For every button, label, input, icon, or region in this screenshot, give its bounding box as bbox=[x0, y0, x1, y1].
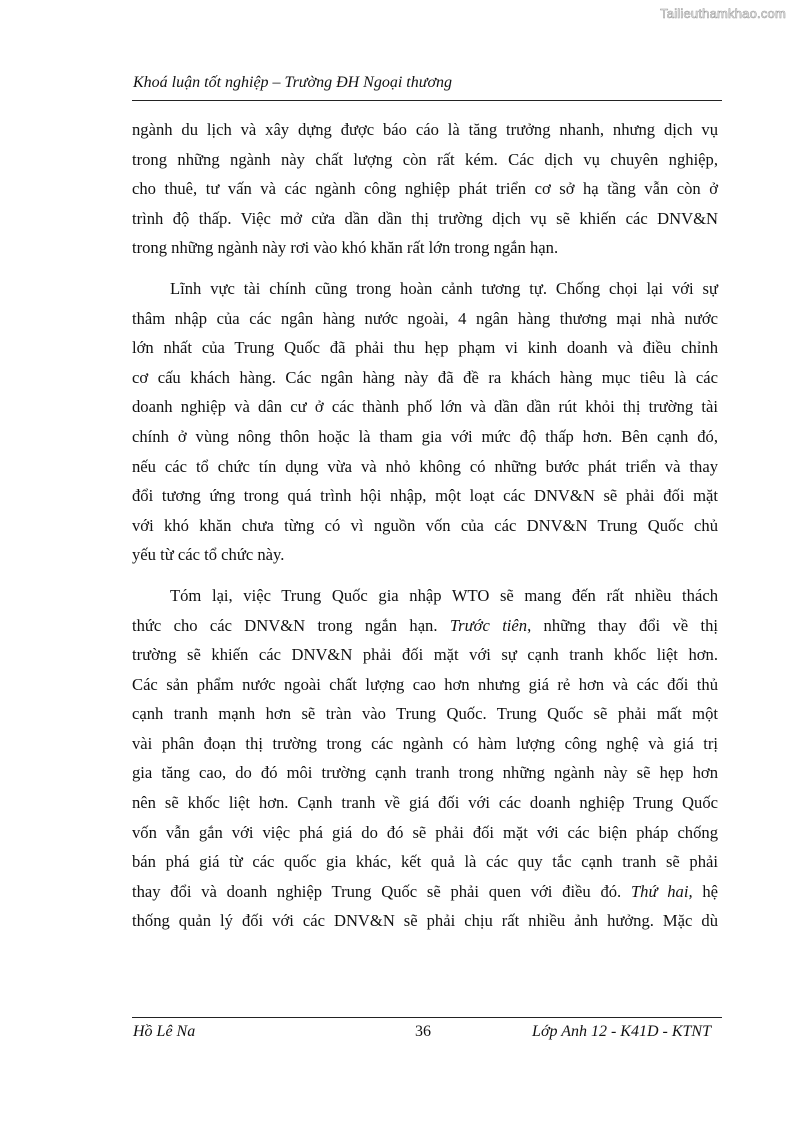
text-line: Tóm lại, việc Trung Quốc gia nhập WTO sẽ mang đến rất nhiều thách bbox=[170, 585, 718, 605]
page-header: Khoá luận tốt nghiệp – Trường ĐH Ngoại thương bbox=[133, 74, 452, 91]
text-line: Các sản phẩm nước ngoài chất lượng cao hơn nhưng giá rẻ hơn và các đối thủ bbox=[132, 674, 718, 694]
text-line: đổi tương ứng trong quá trình hội nhập, một loạt các DNV&N sẽ phải đối mặt bbox=[132, 486, 718, 506]
text-line: vốn vẫn gắn với việc phá giá do đó sẽ phải đối mặt với các biện pháp chống bbox=[132, 822, 718, 842]
paragraph-1 bbox=[132, 115, 718, 263]
text-line: trường sẽ khiến các DNV&N phải đối mặt với sự cạnh tranh khốc liệt hơn. bbox=[132, 645, 718, 665]
text-run: thay đổi và doanh nghiệp Trung Quốc sẽ phải quen với điều đó. bbox=[132, 881, 631, 901]
text-line bbox=[132, 877, 718, 907]
text-run: , những thay đổi về thị bbox=[527, 615, 718, 635]
footer-author: Hồ Lê Na bbox=[133, 1023, 196, 1040]
footer-class-info: Lớp Anh 12 - K41D - KTNT bbox=[532, 1023, 711, 1040]
emphasis-text: Trước tiên bbox=[449, 615, 528, 635]
header-divider bbox=[132, 100, 722, 101]
text-line: thâm nhập của các ngân hàng nước ngoài, 4 ngân hàng thương mại nhà nước bbox=[132, 308, 718, 328]
footer-divider bbox=[132, 1017, 722, 1018]
text-line: cho thuê, tư vấn và các ngành công nghiệp phát triển cơ sở hạ tầng vẫn còn ở bbox=[132, 179, 718, 199]
text-line: ngành du lịch và xây dựng được báo cáo là tăng trưởng nhanh, nhưng dịch vụ bbox=[132, 120, 718, 139]
body-text bbox=[132, 115, 718, 936]
text-line: chính ở vùng nông thôn hoặc là tham gia với mức độ thấp hơn. Bên cạnh đó, bbox=[132, 426, 718, 446]
text-line: nếu các tổ chức tín dụng vừa và nhỏ không có những bước phát triển và thay bbox=[132, 456, 718, 476]
text-line: Lĩnh vực tài chính cũng trong hoàn cảnh tương tự. Chống chọi lại với sự bbox=[170, 278, 718, 298]
text-line: với khó khăn chưa từng có vì nguồn vốn của các DNV&N Trung Quốc chủ bbox=[132, 515, 718, 535]
text-line: lớn nhất của Trung Quốc đã phải thu hẹp phạm vi kinh doanh và điều chỉnh bbox=[132, 338, 718, 358]
text-line: cạnh tranh mạnh hơn sẽ tràn vào Trung Quốc. Trung Quốc sẽ phải mất một bbox=[132, 704, 718, 724]
text-run: hệ bbox=[692, 881, 719, 901]
text-line: bán phá giá từ các quốc gia khác, kết quả là các quy tắc cạnh tranh sẽ phải bbox=[132, 852, 718, 872]
text-line: trong những ngành này chất lượng còn rất kém. Các dịch vụ chuyên nghiệp, bbox=[132, 149, 718, 169]
text-line bbox=[132, 611, 718, 641]
text-line: doanh nghiệp và dân cư ở các thành phố lớn và dần dần rút khỏi thị trường tài bbox=[132, 397, 718, 417]
text-run: thức cho các DNV&N trong ngắn hạn. bbox=[132, 615, 450, 635]
paragraph-3 bbox=[132, 581, 718, 936]
page-number: 36 bbox=[415, 1023, 431, 1040]
text-line: vài phân đoạn thị trường trong các ngành có hàm lượng công nghệ và giá trị bbox=[132, 733, 718, 753]
text-line: trong những ngành này rơi vào khó khăn rất lớn trong ngắn hạn. bbox=[132, 238, 559, 258]
text-line: thống quản lý đối với các DNV&N sẽ phải chịu rất nhiều ảnh hưởng. Mặc dù bbox=[132, 911, 718, 931]
text-line: cơ cấu khách hàng. Các ngân hàng này đã đề ra khách hàng mục tiêu là các bbox=[132, 367, 718, 387]
paragraph-2 bbox=[132, 274, 718, 570]
emphasis-text: Thứ hai, bbox=[630, 881, 693, 901]
text-line: gia tăng cao, do đó môi trường cạnh tranh trong những ngành này sẽ hẹp hơn bbox=[132, 763, 718, 783]
watermark: Tailieuthamkhao.com bbox=[660, 6, 786, 21]
text-line: yếu từ các tổ chức này. bbox=[132, 545, 285, 565]
text-line: trình độ thấp. Việc mở cửa dần dần thị trường dịch vụ sẽ khiến các DNV&N bbox=[132, 208, 718, 228]
text-line: nên sẽ khốc liệt hơn. Cạnh tranh về giá đối với các doanh nghiệp Trung Quốc bbox=[132, 793, 718, 813]
